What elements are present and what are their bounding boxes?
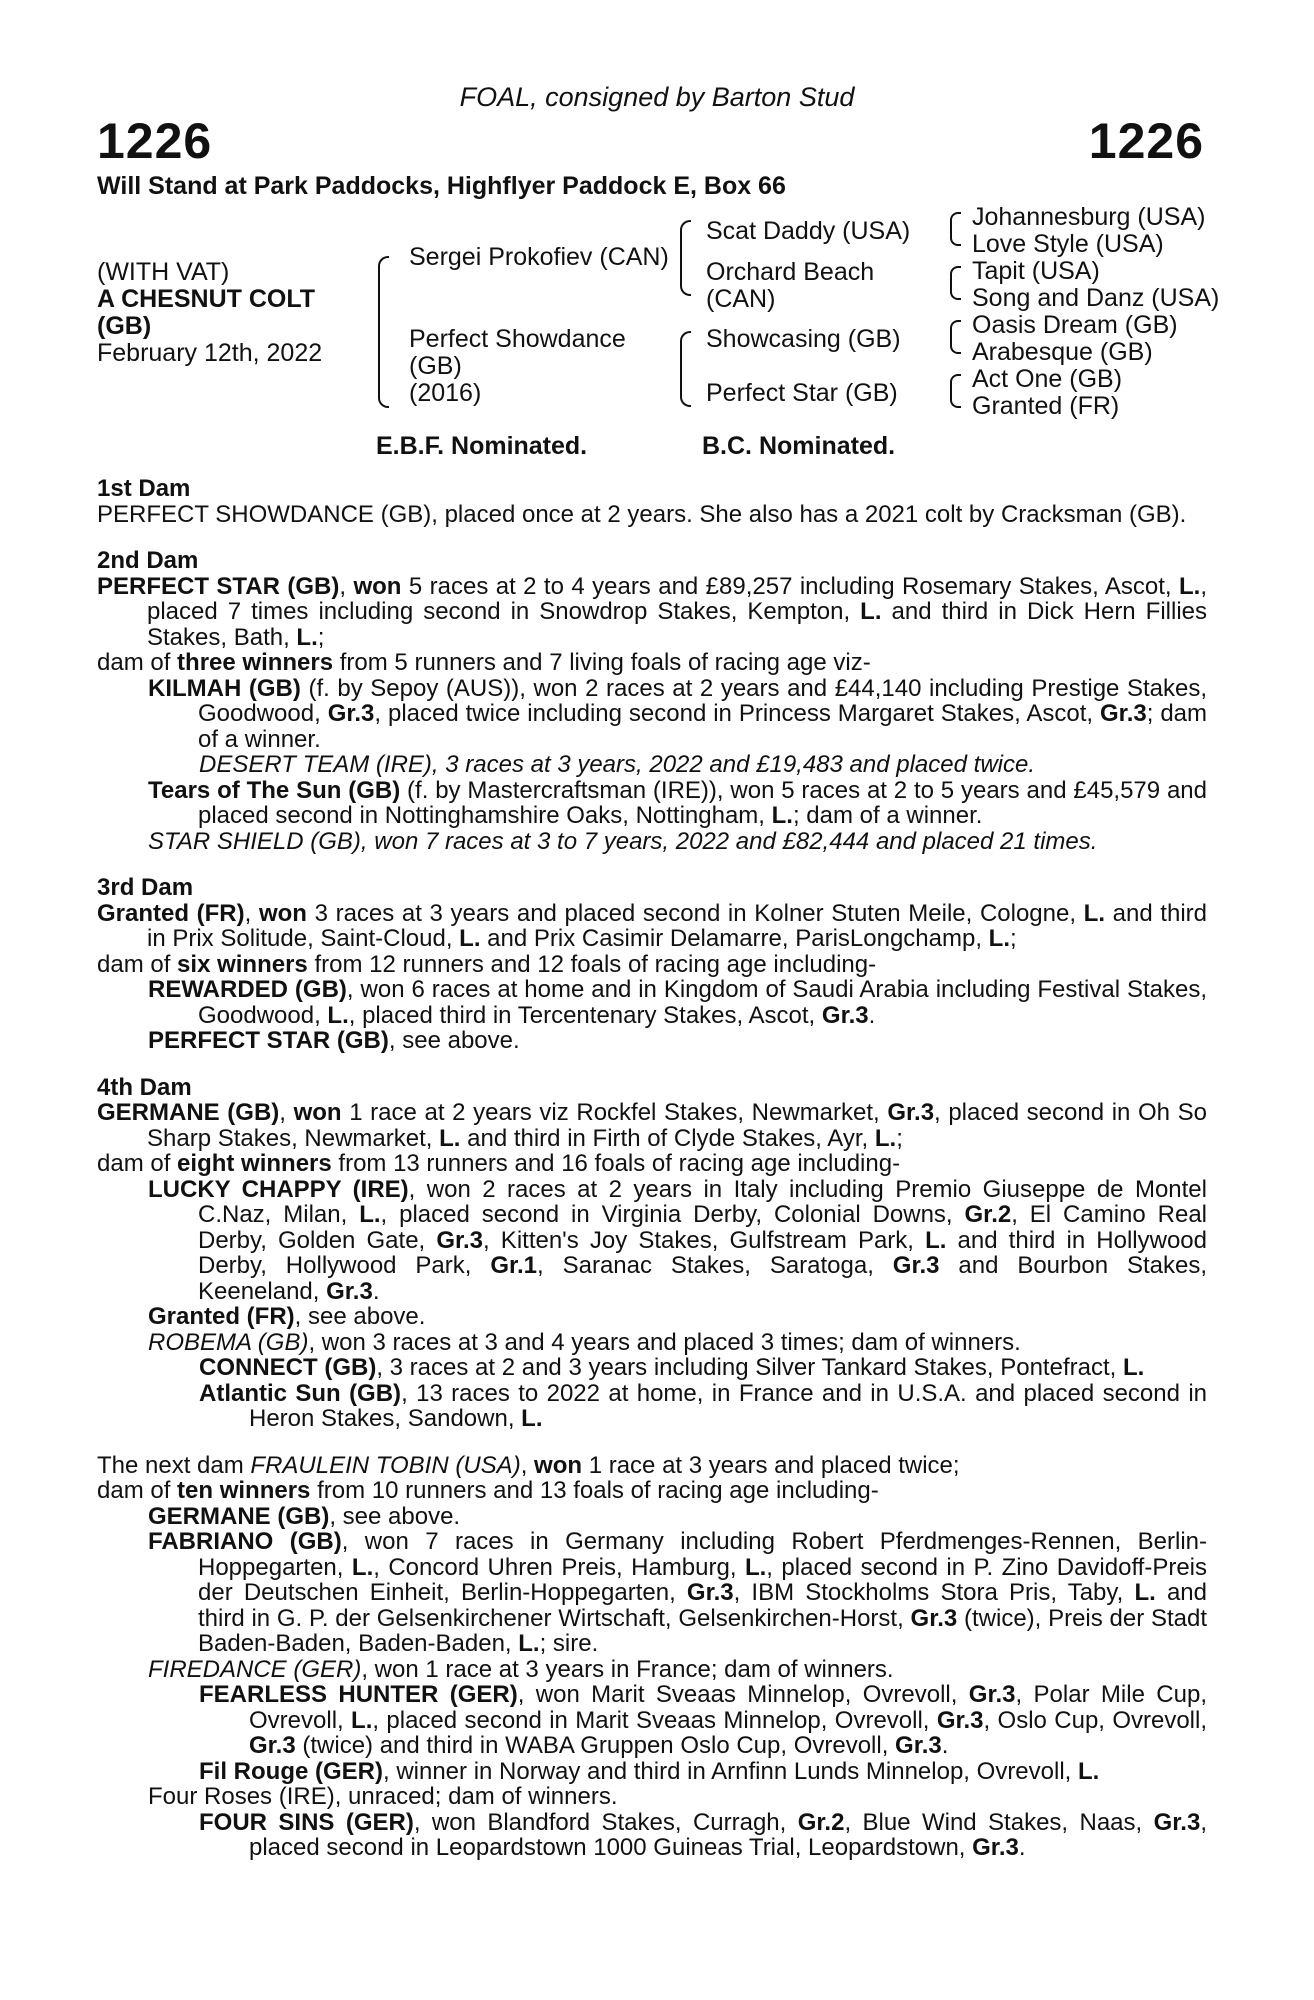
pedigree-ggp-8: Granted (FR) <box>972 392 1120 420</box>
pedigree-ggp-5: Oasis Dream (GB) <box>972 311 1178 339</box>
fourth-dam-produce-summary: dam of eight winners from 13 runners and 16 foals of racing age including- <box>97 1150 901 1177</box>
foaling-date: February 12th, 2022 <box>97 339 323 367</box>
pedigree-ggp-2: Love Style (USA) <box>972 230 1164 258</box>
grade-listed: L. <box>860 598 882 625</box>
fourth-dam-record: GERMANE (GB), won 1 race at 2 years viz Rockfel Stakes, Newmarket, Gr.3, placed second in Oh So Sharp Stakes, Newmarket, L. and third in Firth of Clyde Stakes, Ayr, L.; <box>97 1099 1207 1152</box>
produce-granted: Granted (FR), see above. <box>148 1303 426 1330</box>
pedigree-dam-dam: Perfect Star (GB) <box>706 379 898 407</box>
horse-origin: (GB) <box>97 312 152 340</box>
produce-connect: CONNECT (GB), 3 races at 2 and 3 years including Silver Tankard Stakes, Pontefract, L. <box>199 1354 1145 1381</box>
produce-lucky-chappy: LUCKY CHAPPY (IRE), won 2 races at 2 years in Italy including Premio Giuseppe de Montel C.Naz, Milan, L., placed second in Virginia Derby, Colonial Downs, Gr.2, El Camino Real Derby, Golden Gate, Gr.3, Kitten's Joy Stakes, Gulfstream Park, L. and third in Hollywood Derby, Hollywood Park, Gr.1, Saranac Stakes, Saratoga, Gr.3 and Bourbon Stakes, Keeneland, Gr.3. <box>148 1175 1208 1305</box>
pedigree-ggp-6: Arabesque (GB) <box>972 338 1153 366</box>
horse-name: A CHESNUT COLT <box>97 285 316 313</box>
pedigree-dam-line1: Perfect Showdance <box>409 325 626 353</box>
pedigree-dam-line3: (2016) <box>409 379 482 407</box>
third-dam-record: Granted (FR), won 3 races at 3 years and placed second in Kolner Stuten Meile, Cologne, L. and third in Prix Solitude, Saint-Cloud, L. and Prix Casimir Delamarre, ParisLongchamp, L.; <box>97 899 1207 952</box>
pedigree-brace-main <box>378 256 389 408</box>
pedigree-dam-line2: (GB) <box>409 352 462 380</box>
lot-number-right: 1226 <box>1088 113 1204 169</box>
pedigree-brace-1 <box>950 212 961 246</box>
pedigree-sire-sire: Scat Daddy (USA) <box>706 217 911 245</box>
dam-name: PERFECT STAR (GB) <box>97 572 340 600</box>
next-dam-record: The next dam FRAULEIN TOBIN (USA), won 1 race at 3 years and placed twice; <box>97 1451 960 1479</box>
produce-tears-of-the-sun: Tears of The Sun (GB) (f. by Mastercraftsman (IRE)), won 5 races at 2 to 5 years and £45,579 and placed second in Nottinghamshire Oaks, Nottingham, L.; dam of a winner. <box>148 776 1207 829</box>
pedigree-brace-sire <box>680 220 691 296</box>
pedigree-ggp-3: Tapit (USA) <box>972 257 1100 285</box>
won-label: won <box>353 572 402 600</box>
produce-four-sins: FOUR SINS (GER), won Blandford Stakes, Curragh, Gr.2, Blue Wind Stakes, Naas, Gr.3, placed second in Leopardstown 1000 Guineas Trial, Leopardstown, Gr.3. <box>199 1808 1207 1861</box>
lot-number-left: 1226 <box>97 113 213 169</box>
third-dam-heading: 3rd Dam <box>97 874 194 901</box>
pedigree-sire-dam-line2: (CAN) <box>706 285 776 313</box>
second-dam-record: PERFECT STAR (GB), won 5 races at 2 to 4 years and £89,257 including Rosemary Stakes, Ascot, L., placed 7 times including second in Snowdrop Stakes, Kempton, L. and third in Dick Hern Fillies Stakes, Bath, L.; <box>97 572 1208 651</box>
pedigree-dam-sire: Showcasing (GB) <box>706 325 901 353</box>
pedigree-ggp-4: Song and Danz (USA) <box>972 284 1220 312</box>
ebf-nomination: E.B.F. Nominated. <box>376 432 588 460</box>
pedigree-brace-4 <box>950 374 961 408</box>
pedigree-sire-dam-line1: Orchard Beach <box>706 258 875 286</box>
produce-fearless-hunter: FEARLESS HUNTER (GER), won Marit Sveaas Minnelop, Ovrevoll, Gr.3, Polar Mile Cup, Ovrevoll, L., placed second in Marit Sveaas Minnelop, Ovrevoll, Gr.3, Oslo Cup, Ovrevoll, Gr.3 (twice) and third in WABA Gruppen Oslo Cup, Ovrevoll, Gr.3. <box>199 1681 1208 1759</box>
second-dam-heading: 2nd Dam <box>97 547 199 574</box>
produce-robema: ROBEMA (GB), won 3 races at 3 and 4 years and placed 3 times; dam of winners. <box>148 1328 1021 1356</box>
pedigree-ggp-1: Johannesburg (USA) <box>972 203 1206 231</box>
produce-four-roses: Four Roses (IRE), unraced; dam of winners. <box>148 1783 618 1810</box>
produce-firedance: FIREDANCE (GER), won 1 race at 3 years in France; dam of winners. <box>148 1655 894 1683</box>
first-dam-heading: 1st Dam <box>97 475 191 502</box>
grade-listed: L. <box>1179 572 1201 600</box>
pedigree-brace-2 <box>950 266 961 300</box>
pedigree-sire: Sergei Prokofiev (CAN) <box>409 243 669 271</box>
produce-rewarded: REWARDED (GB), won 6 races at home and in Kingdom of Saudi Arabia including Festival Stakes, Goodwood, L., placed third in Tercentenary Stakes, Ascot, Gr.3. <box>148 976 1207 1029</box>
third-dam-produce-summary: dam of six winners from 12 runners and 12 foals of racing age including- <box>97 950 877 978</box>
produce-fabriano: FABRIANO (GB), won 7 races in Germany including Robert Pferdmenges-Rennen, Berlin-Hoppegarten, L., Concord Uhren Preis, Hamburg, L., placed second in P. Zino Davidoff-Preis der Deutschen Einheit, Berlin-Hoppegarten, Gr.3, IBM Stockholms Stora Pris, Taby, L. and third in G. P. der Gelsenkirchener Wirtschaft, Gelsenkirchen-Horst, Gr.3 (twice), Preis der Stadt Baden-Baden, Baden-Baden, L.; sire. <box>148 1528 1208 1657</box>
pedigree-brace-dam <box>680 331 691 407</box>
produce-star-shield: STAR SHIELD (GB), won 7 races at 3 to 7 years, 2022 and £82,444 and placed 21 times. <box>148 827 1098 855</box>
produce-atlantic-sun: Atlantic Sun (GB), 13 races to 2022 at home, in France and in U.S.A. and placed second in Heron Stakes, Sandown, L. <box>199 1379 1208 1432</box>
first-dam-text: PERFECT SHOWDANCE (GB), placed once at 2 years. She also has a 2021 colt by Cracksman (GB). <box>97 500 1187 528</box>
next-dam-produce-summary: dam of ten winners from 10 runners and 13 foals of racing age including- <box>97 1477 879 1504</box>
pedigree-brace-3 <box>950 320 961 354</box>
bc-nomination: B.C. Nominated. <box>702 432 896 460</box>
fourth-dam-heading: 4th Dam <box>97 1073 192 1101</box>
grade-listed: L. <box>296 623 318 651</box>
produce-germane: GERMANE (GB), see above. <box>148 1502 461 1530</box>
catalogue-body <box>97 476 1207 1861</box>
pedigree-ggp-7: Act One (GB) <box>972 365 1123 393</box>
consignment-line: FOAL, consigned by Barton Stud <box>459 82 855 112</box>
produce-desert-team: DESERT TEAM (IRE), 3 races at 3 years, 2022 and £19,483 and placed twice. <box>199 751 1035 778</box>
second-dam-produce-summary: dam of three winners from 5 runners and 7 living foals of racing age viz- <box>97 649 871 676</box>
produce-perfect-star: PERFECT STAR (GB), see above. <box>148 1027 520 1054</box>
stand-location: Will Stand at Park Paddocks, Highflyer Paddock E, Box 66 <box>97 172 786 200</box>
produce-kilmah: KILMAH (GB) (f. by Sepoy (AUS)), won 2 races at 2 years and £44,140 including Prestige Stakes, Goodwood, Gr.3, placed twice including second in Princess Margaret Stakes, Ascot, Gr.3; dam of a winner. <box>148 674 1208 753</box>
produce-fil-rouge: Fil Rouge (GER), winner in Norway and third in Arnfinn Lunds Minnelop, Ovrevoll, L. <box>199 1757 1100 1785</box>
vat-note: (WITH VAT) <box>97 258 230 286</box>
